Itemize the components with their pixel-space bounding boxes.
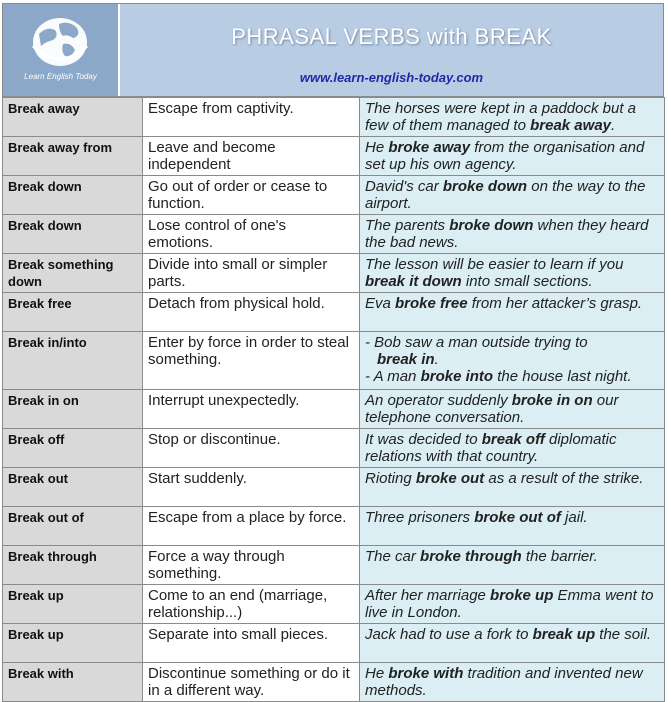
phrasal-verb-cell: Break through [3, 546, 143, 585]
example-highlight: broke into [420, 368, 494, 385]
example-text: . [434, 351, 439, 368]
example-highlight: broke free [395, 295, 468, 312]
example-text: - A man [365, 368, 421, 385]
phrasal-verb-cell: Break up [3, 624, 143, 663]
example-line [365, 334, 660, 351]
example-text: David's car [365, 178, 443, 195]
table-row [3, 293, 665, 332]
example-cell [360, 429, 665, 468]
verbs-table [2, 97, 665, 702]
example-highlight: broke with [388, 665, 464, 682]
example-highlight: broke down [442, 178, 528, 195]
site-url[interactable]: www.learn-english-today.com [299, 70, 484, 85]
table-row [3, 332, 665, 390]
table-row [3, 254, 665, 293]
example-cell [360, 468, 665, 507]
example-text: He [365, 665, 389, 682]
example-text: The lesson will be easier to learn if you [365, 256, 624, 273]
example-text: After her marriage [365, 587, 491, 604]
example-highlight: broke in on [511, 392, 593, 409]
phrasal-verb-cell: Break out [3, 468, 143, 507]
example-highlight: break in [377, 351, 435, 368]
example-text: when they heard the bad news. [365, 217, 649, 251]
page-title: PHRASAL VERBS with BREAK [231, 24, 552, 49]
phrasal-verb-cell: Break up [3, 585, 143, 624]
table-row [3, 390, 665, 429]
example-cell [360, 390, 665, 429]
table-row [3, 624, 665, 663]
example-text: Eva [365, 295, 396, 312]
table-row [3, 468, 665, 507]
example-text: . [611, 117, 616, 134]
example-cell [360, 332, 665, 390]
phrasal-verb-cell: Break down [3, 176, 143, 215]
phrasal-verb-cell: Break something down [3, 254, 143, 293]
globe-icon [29, 12, 91, 68]
example-cell [360, 293, 665, 332]
meaning-cell: Discontinue something or do it in a different way. [143, 663, 360, 702]
example-highlight: broke down [449, 217, 534, 234]
example-text: It was decided to [365, 431, 482, 448]
meaning-cell: Interrupt unexpectedly. [143, 390, 360, 429]
example-cell [360, 546, 665, 585]
meaning-cell: Stop or discontinue. [143, 429, 360, 468]
table-row [3, 137, 665, 176]
title-banner [120, 4, 663, 96]
example-cell [360, 176, 665, 215]
table-row [3, 663, 665, 702]
example-text: into small sections. [461, 273, 593, 290]
example-highlight: broke through [420, 548, 522, 565]
example-line [365, 368, 660, 385]
example-highlight: broke out of [474, 509, 561, 526]
example-text: jail. [560, 509, 588, 526]
phrasal-verb-cell: Break off [3, 429, 143, 468]
example-cell [360, 137, 665, 176]
example-text: Emma went to live in London. [365, 587, 654, 621]
logo-caption: Learn English Today [24, 72, 97, 81]
meaning-cell: Divide into small or simpler parts. [143, 254, 360, 293]
meaning-cell: Come to an end (marriage, relationship...) [143, 585, 360, 624]
example-highlight: broke away [388, 139, 471, 156]
header [2, 3, 664, 97]
example-highlight: broke out [415, 470, 485, 487]
meaning-cell: Start suddenly. [143, 468, 360, 507]
meaning-cell: Enter by force in order to steal something. [143, 332, 360, 390]
example-highlight: break away [530, 117, 611, 134]
meaning-cell: Separate into small pieces. [143, 624, 360, 663]
meaning-cell: Escape from a place by force. [143, 507, 360, 546]
example-text: He [365, 139, 389, 156]
example-highlight: broke up [490, 587, 554, 604]
table-row [3, 507, 665, 546]
example-highlight: break up [532, 626, 596, 643]
example-cell [360, 663, 665, 702]
table-row [3, 546, 665, 585]
example-text: Jack had to use a fork to [365, 626, 533, 643]
example-text: tradition and invented new methods. [365, 665, 643, 699]
example-text: on the way to the airport. [365, 178, 646, 212]
phrasal-verbs-sheet [2, 3, 664, 698]
example-cell [360, 507, 665, 546]
example-line [365, 351, 660, 368]
example-text: from her attacker’s grasp. [467, 295, 643, 312]
meaning-cell: Leave and become independent [143, 137, 360, 176]
example-highlight: break it down [365, 273, 462, 290]
meaning-cell: Lose control of one's emotions. [143, 215, 360, 254]
meaning-cell: Go out of order or cease to function. [143, 176, 360, 215]
example-cell [360, 215, 665, 254]
example-text: The parents [365, 217, 450, 234]
example-highlight: break off [481, 431, 545, 448]
example-text: The car [365, 548, 421, 565]
example-cell [360, 254, 665, 293]
example-text: The horses were kept in a paddock but a few of them managed to [365, 100, 636, 134]
example-cell [360, 624, 665, 663]
logo [3, 4, 120, 96]
phrasal-verb-cell: Break free [3, 293, 143, 332]
phrasal-verb-cell: Break away [3, 98, 143, 137]
meaning-cell: Force a way through something. [143, 546, 360, 585]
phrasal-verb-cell: Break with [3, 663, 143, 702]
table-row [3, 176, 665, 215]
example-text: Three prisoners [365, 509, 475, 526]
example-text: diplomatic relations with that country. [365, 431, 617, 465]
table-row [3, 98, 665, 137]
example-text: from the organisation and set up his own agency. [365, 139, 645, 173]
table-row [3, 429, 665, 468]
phrasal-verb-cell: Break in on [3, 390, 143, 429]
example-text: An operator suddenly [365, 392, 512, 409]
example-cell [360, 98, 665, 137]
phrasal-verb-cell: Break down [3, 215, 143, 254]
example-text: - Bob saw a man outside trying to [365, 334, 588, 351]
phrasal-verb-cell: Break out of [3, 507, 143, 546]
example-text: the soil. [595, 626, 651, 643]
example-text: our telephone conversation. [365, 392, 619, 426]
example-text: the house last night. [493, 368, 632, 385]
example-cell [360, 585, 665, 624]
meaning-cell: Escape from captivity. [143, 98, 360, 137]
phrasal-verb-cell: Break in/into [3, 332, 143, 390]
phrasal-verb-cell: Break away from [3, 137, 143, 176]
example-text: as a result of the strike. [484, 470, 644, 487]
example-text: the barrier. [521, 548, 598, 565]
meaning-cell: Detach from physical hold. [143, 293, 360, 332]
example-text: Rioting [365, 470, 416, 487]
table-row [3, 585, 665, 624]
table-row [3, 215, 665, 254]
